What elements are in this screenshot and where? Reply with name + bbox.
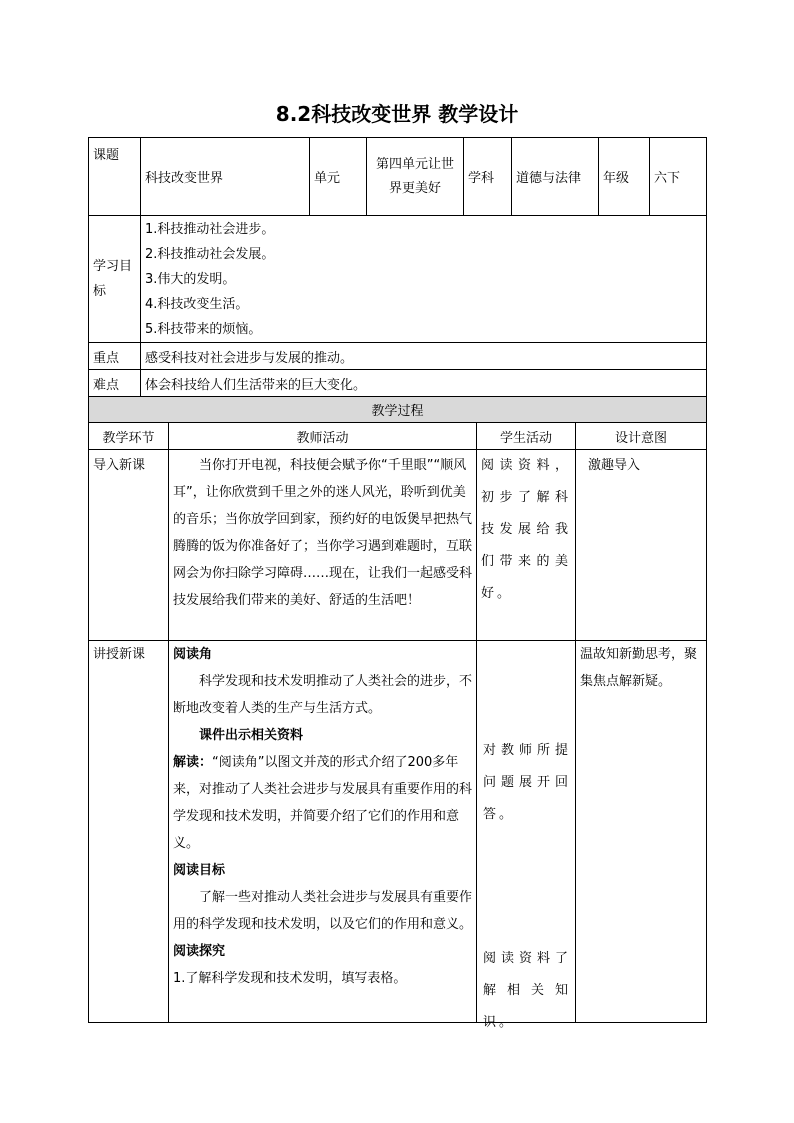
courseware-heading: 课件出示相关资料 xyxy=(199,728,304,743)
explain-paragraph xyxy=(173,749,472,857)
header-table xyxy=(88,137,707,397)
explain-label: 解读： xyxy=(173,755,213,770)
lecture-para1: 科学发现和技术发明推动了人类社会的进步，不断地改变着人类的生产与生活方式。 xyxy=(173,674,473,716)
intro-intent: 激趣导入 xyxy=(576,450,707,641)
objective-item: 2.科技推动社会发展。 xyxy=(145,246,275,262)
goal-heading: 阅读目标 xyxy=(173,863,226,878)
explain-text: “阅读角”以图文并茂的形式介绍了200多年来，对推动了人类社会进步与发展具有重要作用的科学发现和技术发明，并简要介绍了它们的作用和意义。 xyxy=(173,755,473,851)
unit-value: 第四单元让世界更美好 xyxy=(367,138,464,216)
explore-item: 1.了解科学发现和技术发明，填写表格。 xyxy=(173,971,407,986)
lecture-stage: 讲授新课 xyxy=(89,641,169,1023)
process-table xyxy=(88,396,707,1030)
difficulty-label: 难点 xyxy=(89,370,141,397)
topic-label: 课题 xyxy=(89,138,141,216)
key-point-label: 重点 xyxy=(89,343,141,370)
column-stage: 教学环节 xyxy=(89,423,169,450)
process-heading: 教学过程 xyxy=(89,397,707,423)
intro-teacher-text: 当你打开电视，科技便会赋予你“千里眼”“顺风耳”，让你欣赏到千里之外的迷人风光，聆听到优美的音乐；当你放学回到家，预约好的电饭煲早把热气腾腾的饭为你准备好了；当你学习遇到难题时，互联网会为你扫除学习障碍……现在，让我们一起感受科技发展给我们带来的美好、舒适的生活吧！ xyxy=(173,458,473,608)
objectives-label: 学习目标 xyxy=(89,216,141,343)
column-teacher: 教师活动 xyxy=(169,423,477,450)
key-point-value: 感受科技对社会进步与发展的推动。 xyxy=(141,343,707,370)
objective-item: 3.伟大的发明。 xyxy=(145,271,236,287)
reading-corner-heading: 阅读角 xyxy=(173,647,213,662)
lecture-intent: 温故知新勤思考，聚集焦点解新疑。 xyxy=(576,641,707,1023)
objective-item: 5.科技带来的烦恼。 xyxy=(145,321,262,337)
objectives-list xyxy=(141,216,707,343)
lecture-student-text-1: 对教师所提问题展开回答。 xyxy=(483,743,571,822)
topic-value: 科技改变世界 xyxy=(141,138,310,216)
column-student: 学生活动 xyxy=(477,423,576,450)
lecture-student-text-2: 阅读资料了解相关知识。 xyxy=(483,951,571,1030)
objective-item: 4.科技改变生活。 xyxy=(145,296,249,312)
subject-label: 学科 xyxy=(464,138,512,216)
difficulty-value: 体会科技给人们生活带来的巨大变化。 xyxy=(141,370,707,397)
grade-label: 年级 xyxy=(599,138,650,216)
unit-label: 单元 xyxy=(310,138,367,216)
subject-value: 道德与法律 xyxy=(512,138,599,216)
page-title: 8.2科技改变世界 教学设计 xyxy=(275,102,519,126)
goal-text: 了解一些对推动人类社会进步与发展具有重要作用的科学发现和技术发明，以及它们的作用和意义。 xyxy=(173,890,473,932)
grade-value: 六下 xyxy=(650,138,707,216)
intro-student-text: 阅读资料，初步了解科技发展给我们带来的美好。 xyxy=(477,450,576,641)
intro-stage: 导入新课 xyxy=(89,450,169,641)
objective-item: 1.科技推动社会进步。 xyxy=(145,221,275,237)
explore-heading: 阅读探究 xyxy=(173,944,226,959)
column-intent: 设计意图 xyxy=(576,423,707,450)
